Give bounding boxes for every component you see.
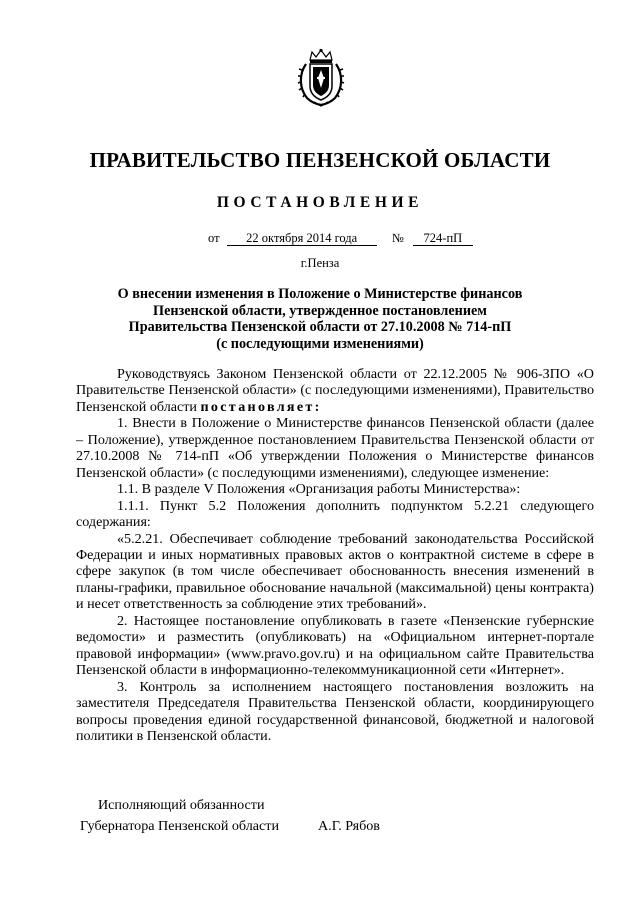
number-sign: № xyxy=(391,231,404,245)
preamble-paragraph xyxy=(76,366,594,415)
preamble-text: Руководствуясь Законом Пензенской области от 22.12.2005 № 906-ЗПО «О Правительстве Пензенской области» (с последующими изменениями), Правительство Пензенской области xyxy=(76,366,594,415)
document-type-title: ПОСТАНОВЛЕНИЕ xyxy=(216,194,424,211)
clause-1: 1. Внести в Положение о Министерстве финансов Пензенской области (далее – Положение), утвержденное постановлением Правительства Пензенской области от 27.10.2008 № 714-пП «Об утверждении Положения о Министерстве финансов Пензенской области» (с последующими изменениями), следующее изменение: xyxy=(76,415,594,481)
coat-of-arms-emblem xyxy=(296,48,346,108)
signer-position-line1: Исполняющий обязанности xyxy=(98,797,265,813)
subject-line: Правительства Пензенской области от 27.10.2008 № 714-пП xyxy=(128,319,512,335)
decree-number: 724-пП xyxy=(413,231,473,246)
subject-line: Пензенской области, утвержденное постановлением xyxy=(153,302,487,319)
clause-2: 2. Настоящее постановление опубликовать в газете «Пензенские губернские ведомости» и разместить (опубликовать) на «Официальном интернет-портале правовой информации» (www.pravo.gov.ru) и на официальном сайте Правительства Пензенской области в информационно-телекоммуникационной сети «Интернет». xyxy=(76,612,594,679)
date-prefix: от xyxy=(208,231,220,245)
clause-1-1-1: 1.1.1. Пункт 5.2 Положения дополнить подпунктом 5.2.21 следующего содержания: xyxy=(76,497,594,531)
signer-name: А.Г. Рябов xyxy=(318,818,380,834)
clause-3: 3. Контроль за исполнением настоящего постановления возложить на заместителя Председателя Правительства Пензенской области, координирующего вопросы проведения единой государственной финансовой, бюджетной и налоговой политики в Пензенской области. xyxy=(76,678,594,744)
government-title: ПРАВИТЕЛЬСТВО ПЕНЗЕНСКОЙ ОБЛАСТИ xyxy=(89,148,551,172)
subclause-5-2-21: «5.2.21. Обеспечивает соблюдение требований законодательства Российской Федерации и иных нормативных правовых актов о контрактной системе в сфере в сфере закупок (в том числе обеспечивает обоснованность внесения изменений в планы-графики, правильное обоснование начальной (максимальной) цены контракта) и несет ответственность за соблюдение этих требований». xyxy=(76,530,594,613)
decree-body xyxy=(76,366,594,744)
resolves-word: постановляет: xyxy=(200,398,322,415)
subject-line: (с последующими изменениями) xyxy=(216,335,424,352)
city: г.Пенза xyxy=(300,256,340,270)
subject-line: О внесении изменения в Положение о Министерстве финансов xyxy=(117,286,523,302)
date-number-line xyxy=(208,231,473,246)
signer-position-line2: Губернатора Пензенской области xyxy=(80,818,279,834)
clause-1-1: 1.1. В разделе V Положения «Организация работы Министерства»: xyxy=(117,481,521,498)
decree-subject xyxy=(100,286,540,352)
decree-date: 22 октября 2014 года xyxy=(227,231,377,246)
